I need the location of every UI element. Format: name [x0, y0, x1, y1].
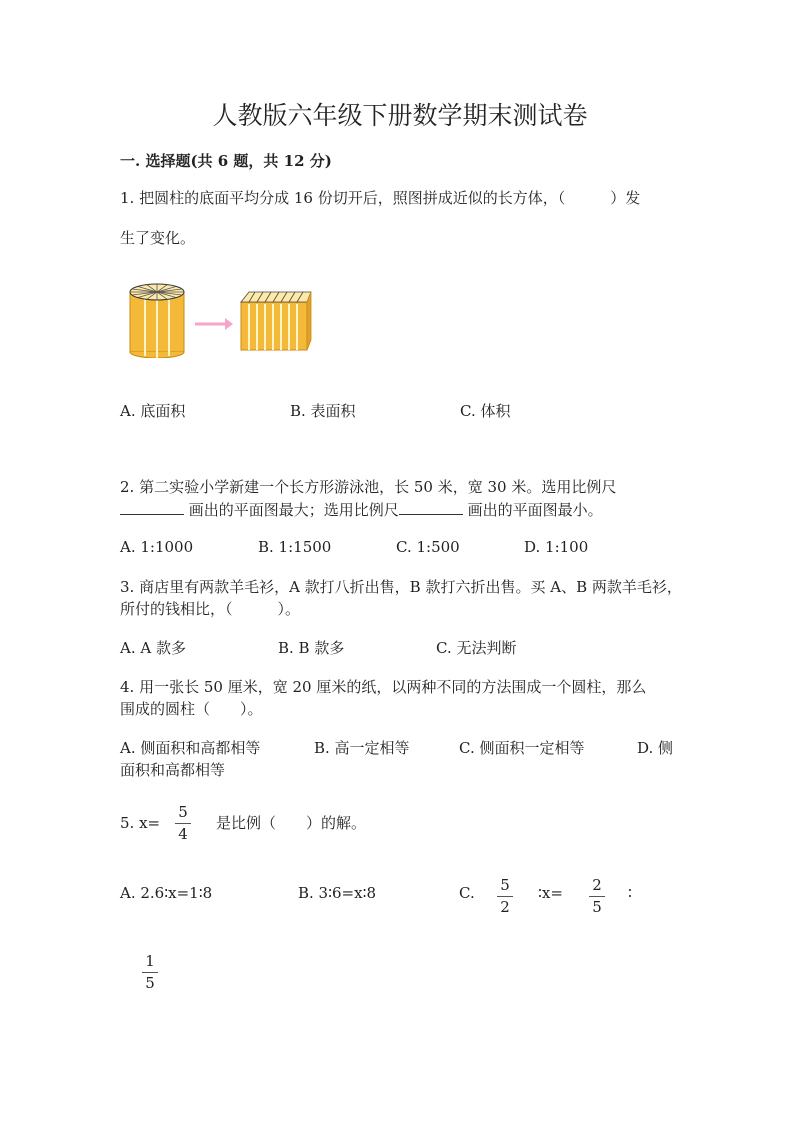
q4-option-a[interactable]: A. 侧面积和高都相等	[120, 739, 261, 757]
q3-option-c[interactable]: C. 无法判断	[436, 639, 517, 657]
q2-line2	[120, 498, 603, 522]
q5-suffix: 是比例（ ）的解。	[216, 814, 367, 832]
q2-option-a[interactable]: A. 1:1000	[120, 538, 194, 556]
q5-optc-frac1-num: 5	[500, 876, 510, 894]
q5-option-c-label[interactable]: C.	[459, 884, 475, 902]
q5-option-b[interactable]: B. 3∶6=x∶8	[298, 884, 377, 902]
q4-option-d[interactable]: D. 侧	[637, 739, 674, 757]
q1-option-c[interactable]: C. 体积	[460, 402, 511, 420]
section-heading: 一. 选择题(共 6 题，共 12 分)	[120, 152, 332, 170]
arrow-icon	[195, 318, 233, 330]
q2-option-b[interactable]: B. 1:1500	[258, 538, 332, 556]
q4-option-b[interactable]: B. 高一定相等	[314, 739, 410, 757]
q4-option-c[interactable]: C. 侧面积一定相等	[459, 739, 585, 757]
q4-line2: 围成的圆柱（ ）。	[120, 700, 263, 718]
fraction-bar	[497, 896, 513, 897]
q5-option-c-mid: ∶x=	[538, 884, 563, 902]
q2-blank-2[interactable]	[399, 500, 463, 515]
q5-frac-den: 4	[178, 825, 188, 843]
q2-blank-1[interactable]	[120, 500, 184, 515]
q3-line2: 所付的钱相比，（ ）。	[120, 600, 301, 618]
q5-optc-frac3-num: 1	[145, 952, 155, 970]
q5-option-c-frac1	[495, 877, 515, 916]
cuboid-illustration	[241, 292, 311, 350]
fraction-bar	[589, 896, 605, 897]
q3-line1: 3. 商店里有两款羊毛衫，A 款打八折出售，B 款打六折出售。买 A、B 两款羊毛衫，	[120, 578, 682, 596]
q5-optc-frac1-den: 2	[500, 898, 510, 916]
q1-line1: 1. 把圆柱的底面平均分成 16 份切开后，照图拼成近似的长方体，（ ）发	[120, 189, 641, 207]
q2-option-d[interactable]: D. 1:100	[524, 538, 589, 556]
q1-line2: 生了变化。	[120, 229, 196, 247]
page-title: 人教版六年级下册数学期末测试卷	[212, 101, 588, 130]
q3-option-b[interactable]: B. B 款多	[278, 639, 345, 657]
q2-option-c[interactable]: C. 1:500	[396, 538, 460, 556]
q4-option-d-cont: 面积和高都相等	[120, 761, 226, 779]
q5-prefix: 5. x=	[120, 814, 161, 832]
q2-part-a: 画出的平面图最大；选用比例尺	[188, 501, 399, 519]
q5-optc-frac2-num: 2	[592, 876, 602, 894]
q5-option-a[interactable]: A. 2.6∶x=1∶8	[120, 884, 213, 902]
q5-option-c-colon: ∶	[628, 884, 632, 902]
fraction-bar	[142, 972, 158, 973]
q2-line1: 2. 第二实验小学新建一个长方形游泳池，长 50 米，宽 30 米。选用比例尺	[120, 478, 617, 496]
q2-part-b: 画出的平面图最小。	[467, 501, 603, 519]
q5-optc-frac3-den: 5	[145, 974, 155, 992]
q3-option-a[interactable]: A. A 款多	[120, 639, 186, 657]
fraction-bar	[175, 823, 191, 824]
q1-option-b[interactable]: B. 表面积	[290, 402, 356, 420]
q5-option-c-frac2	[587, 877, 607, 916]
q5-frac-num: 5	[178, 803, 188, 821]
cylinder-to-cuboid-figure	[125, 280, 315, 358]
q5-option-c-frac3	[140, 953, 160, 992]
q5-fraction	[173, 804, 193, 843]
q1-option-a[interactable]: A. 底面积	[120, 402, 186, 420]
q4-line1: 4. 用一张长 50 厘米，宽 20 厘米的纸，以两种不同的方法围成一个圆柱，那么	[120, 678, 647, 696]
q5-optc-frac2-den: 5	[592, 898, 602, 916]
cylinder-illustration	[130, 284, 184, 358]
